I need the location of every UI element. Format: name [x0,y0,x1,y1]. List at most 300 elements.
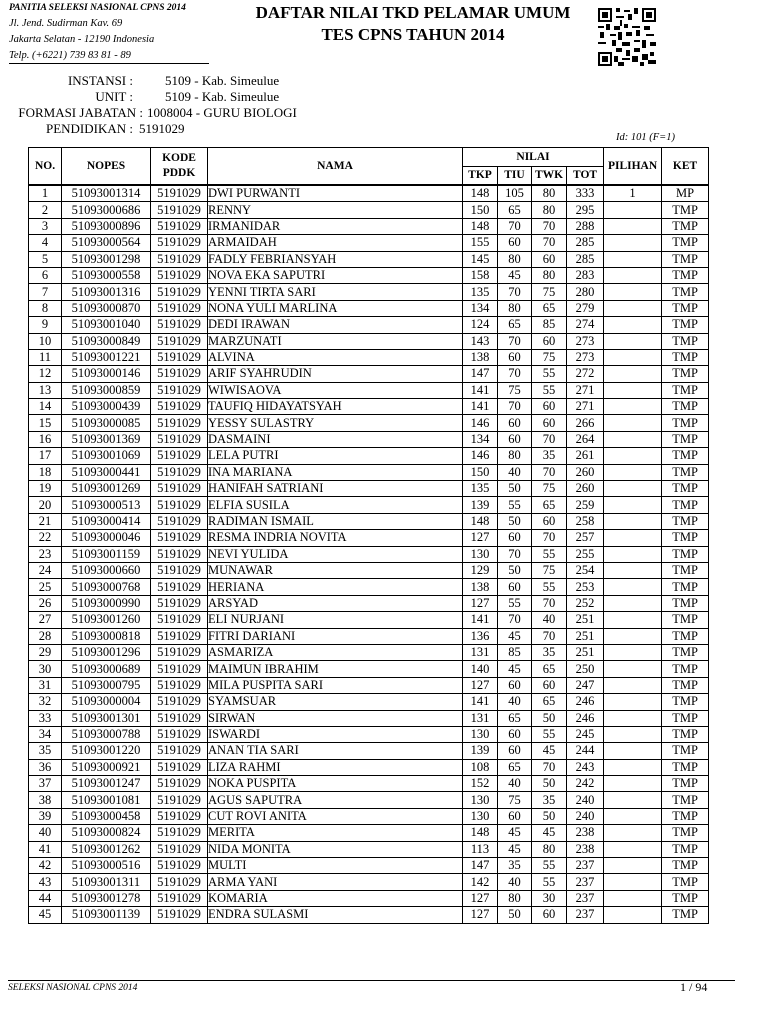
cell-twk: 75 [532,349,567,365]
cell-pilihan [604,267,662,283]
cell-pilihan [604,792,662,808]
cell-nopes: 51093000795 [62,677,151,693]
cell-no: 35 [29,743,62,759]
cell-ket: TMP [662,448,709,464]
cell-kode-pddk: 5191029 [151,415,208,431]
cell-no: 11 [29,349,62,365]
cell-kode-pddk: 5191029 [151,562,208,578]
cell-ket: TMP [662,907,709,923]
cell-tkp: 134 [463,431,498,447]
cell-ket: TMP [662,317,709,333]
cell-nopes: 51093000564 [62,235,151,251]
cell-tot: 252 [567,595,604,611]
cell-tkp: 136 [463,628,498,644]
cell-pilihan [604,776,662,792]
cell-no: 32 [29,694,62,710]
table-row [29,874,709,890]
cell-pilihan [604,481,662,497]
cell-nopes: 51093000849 [62,333,151,349]
cell-ket: TMP [662,399,709,415]
cell-no: 22 [29,530,62,546]
cell-ket: TMP [662,808,709,824]
cell-tiu: 105 [498,185,532,202]
title-line-2: TES CPNS TAHUN 2014 [321,25,505,44]
cell-tot: 285 [567,235,604,251]
cell-pilihan [604,399,662,415]
cell-pilihan [604,464,662,480]
table-row [29,513,709,529]
cell-no: 16 [29,431,62,447]
cell-tkp: 131 [463,710,498,726]
cell-nama: INA MARIANA [208,464,463,480]
cell-tkp: 148 [463,185,498,202]
cell-tiu: 80 [498,448,532,464]
cell-tiu: 45 [498,628,532,644]
cell-twk: 70 [532,431,567,447]
table-row [29,595,709,611]
cell-nama: NEVI YULIDA [208,546,463,562]
cell-ket: TMP [662,792,709,808]
cell-kode-pddk: 5191029 [151,776,208,792]
table-row [29,300,709,316]
cell-tkp: 127 [463,595,498,611]
cell-kode-pddk: 5191029 [151,808,208,824]
header-pilihan: PILIHAN [604,148,662,186]
cell-nama: FADLY FEBRIANSYAH [208,251,463,267]
cell-tiu: 70 [498,284,532,300]
cell-no: 9 [29,317,62,333]
cell-tot: 254 [567,562,604,578]
cell-nopes: 51093000870 [62,300,151,316]
cell-ket: TMP [662,284,709,300]
cell-twk: 80 [532,841,567,857]
cell-tiu: 50 [498,907,532,923]
cell-nopes: 51093000896 [62,218,151,234]
cell-kode-pddk: 5191029 [151,825,208,841]
cell-tiu: 55 [498,595,532,611]
cell-pilihan [604,661,662,677]
cell-nama: RESMA INDRIA NOVITA [208,530,463,546]
cell-no: 27 [29,612,62,628]
cell-nama: HERIANA [208,579,463,595]
cell-tkp: 113 [463,841,498,857]
cell-pilihan [604,694,662,710]
cell-tiu: 40 [498,464,532,480]
cell-pilihan [604,808,662,824]
cell-ket: TMP [662,890,709,906]
cell-nopes: 51093001262 [62,841,151,857]
pendidikan-value: 5191029 [139,121,185,136]
cell-nopes: 51093000558 [62,267,151,283]
footer-label: SELEKSI NASIONAL CPNS 2014 [8,983,138,993]
cell-nopes: 51093000660 [62,562,151,578]
cell-nama: MUNAWAR [208,562,463,578]
table-row [29,907,709,923]
cell-tot: 261 [567,448,604,464]
table-row [29,415,709,431]
cell-tiu: 60 [498,677,532,693]
cell-ket: TMP [662,759,709,775]
cell-no: 17 [29,448,62,464]
cell-tot: 243 [567,759,604,775]
cell-twk: 35 [532,792,567,808]
cell-tiu: 60 [498,530,532,546]
cell-twk: 70 [532,218,567,234]
organizer-address-1: Jl. Jend. Sudirman Kav. 69 [9,18,123,29]
table-row [29,399,709,415]
cell-ket: TMP [662,481,709,497]
cell-nama: SIRWAN [208,710,463,726]
document-id: Id: 101 (F=1) [616,132,675,143]
cell-tkp: 134 [463,300,498,316]
cell-kode-pddk: 5191029 [151,481,208,497]
cell-ket: TMP [662,841,709,857]
cell-no: 8 [29,300,62,316]
cell-tiu: 50 [498,481,532,497]
cell-nama: NOVA EKA SAPUTRI [208,267,463,283]
cell-tkp: 139 [463,743,498,759]
cell-nopes: 51093000439 [62,399,151,415]
cell-tot: 237 [567,890,604,906]
cell-twk: 75 [532,284,567,300]
table-body [29,185,709,923]
cell-pilihan [604,710,662,726]
cell-tot: 266 [567,415,604,431]
cell-nopes: 51093001220 [62,743,151,759]
cell-no: 15 [29,415,62,431]
cell-pilihan [604,628,662,644]
cell-kode-pddk: 5191029 [151,907,208,923]
cell-tot: 237 [567,907,604,923]
cell-nopes: 51093001069 [62,448,151,464]
cell-tot: 242 [567,776,604,792]
instansi-label: INSTANSI : [67,73,133,88]
cell-nama: YENNI TIRTA SARI [208,284,463,300]
header-pddk: PDDK [162,167,196,179]
cell-tot: 237 [567,874,604,890]
cell-no: 43 [29,874,62,890]
cell-no: 10 [29,333,62,349]
table-row [29,628,709,644]
cell-nopes: 51093000085 [62,415,151,431]
cell-tot: 251 [567,628,604,644]
cell-nama: ISWARDI [208,726,463,742]
cell-pilihan [604,448,662,464]
cell-tkp: 108 [463,759,498,775]
table-row [29,661,709,677]
cell-tkp: 135 [463,481,498,497]
cell-tot: 246 [567,694,604,710]
cell-pilihan [604,726,662,742]
cell-nopes: 51093001296 [62,644,151,660]
cell-pilihan [604,825,662,841]
cell-twk: 45 [532,825,567,841]
cell-nama: ASMARIZA [208,644,463,660]
cell-nama: MERITA [208,825,463,841]
cell-tiu: 50 [498,513,532,529]
cell-tkp: 146 [463,415,498,431]
cell-kode-pddk: 5191029 [151,890,208,906]
cell-kode-pddk: 5191029 [151,300,208,316]
cell-tiu: 40 [498,874,532,890]
cell-tkp: 124 [463,317,498,333]
header-nopes: NOPES [62,148,151,186]
cell-pilihan [604,382,662,398]
cell-pilihan [604,595,662,611]
cell-nama: NOKA PUSPITA [208,776,463,792]
cell-tot: 240 [567,792,604,808]
unit-label: UNIT : [95,89,133,104]
header-no: NO. [29,148,62,186]
cell-nama: ALVINA [208,349,463,365]
cell-tkp: 139 [463,497,498,513]
cell-tkp: 147 [463,366,498,382]
table-row [29,349,709,365]
footer-divider [8,980,735,981]
cell-ket: TMP [662,874,709,890]
cell-tot: 260 [567,481,604,497]
cell-twk: 75 [532,562,567,578]
cell-pilihan [604,530,662,546]
cell-kode-pddk: 5191029 [151,317,208,333]
table-row [29,726,709,742]
cell-tkp: 148 [463,513,498,529]
cell-kode-pddk: 5191029 [151,546,208,562]
cell-tkp: 138 [463,349,498,365]
cell-nama: ARMA YANI [208,874,463,890]
cell-nama: CUT ROVI ANITA [208,808,463,824]
cell-no: 19 [29,481,62,497]
table-row [29,808,709,824]
cell-tot: 260 [567,464,604,480]
cell-twk: 55 [532,579,567,595]
cell-pilihan [604,349,662,365]
cell-tkp: 127 [463,890,498,906]
cell-no: 37 [29,776,62,792]
cell-ket: TMP [662,562,709,578]
cell-kode-pddk: 5191029 [151,366,208,382]
cell-tkp: 143 [463,333,498,349]
cell-tkp: 130 [463,546,498,562]
formasi-value: 1008004 - GURU BIOLOGI [147,105,297,120]
cell-kode-pddk: 5191029 [151,464,208,480]
cell-nama: MULTI [208,858,463,874]
cell-nopes: 51093001278 [62,890,151,906]
cell-no: 21 [29,513,62,529]
table-row [29,382,709,398]
cell-no: 18 [29,464,62,480]
cell-tot: 257 [567,530,604,546]
cell-kode-pddk: 5191029 [151,530,208,546]
cell-nama: MARZUNATI [208,333,463,349]
cell-no: 2 [29,202,62,218]
cell-twk: 55 [532,858,567,874]
cell-pilihan [604,612,662,628]
cell-pilihan [604,300,662,316]
cell-kode-pddk: 5191029 [151,841,208,857]
document-title [236,2,590,46]
cell-ket: TMP [662,513,709,529]
cell-no: 12 [29,366,62,382]
cell-kode-pddk: 5191029 [151,677,208,693]
cell-tiu: 70 [498,333,532,349]
cell-tkp: 150 [463,202,498,218]
cell-no: 24 [29,562,62,578]
cell-no: 31 [29,677,62,693]
cell-tot: 255 [567,546,604,562]
cell-tkp: 141 [463,399,498,415]
cell-tkp: 135 [463,284,498,300]
cell-ket: TMP [662,497,709,513]
header-nama: NAMA [208,148,463,186]
cell-nopes: 51093001301 [62,710,151,726]
table-row [29,235,709,251]
cell-nopes: 51093000441 [62,464,151,480]
cell-nama: NONA YULI MARLINA [208,300,463,316]
cell-no: 45 [29,907,62,923]
cell-twk: 70 [532,595,567,611]
cell-nama: ELI NURJANI [208,612,463,628]
header-tot: TOT [567,167,604,186]
cell-pilihan [604,284,662,300]
header-kode-pddk [151,148,208,186]
cell-tkp: 142 [463,874,498,890]
table-row [29,284,709,300]
cell-nopes: 51093000146 [62,366,151,382]
cell-pilihan [604,743,662,759]
cell-twk: 60 [532,333,567,349]
cell-tkp: 148 [463,825,498,841]
cell-nopes: 51093000824 [62,825,151,841]
cell-no: 7 [29,284,62,300]
cell-tiu: 75 [498,792,532,808]
cell-twk: 60 [532,399,567,415]
table-row [29,759,709,775]
cell-nopes: 51093001139 [62,907,151,923]
table-row [29,562,709,578]
cell-tiu: 75 [498,382,532,398]
cell-tkp: 127 [463,907,498,923]
cell-kode-pddk: 5191029 [151,759,208,775]
cell-nama: KOMARIA [208,890,463,906]
header-ket: KET [662,148,709,186]
cell-tot: 238 [567,841,604,857]
cell-tiu: 65 [498,317,532,333]
cell-nopes: 51093000004 [62,694,151,710]
cell-tkp: 148 [463,218,498,234]
cell-pilihan [604,874,662,890]
cell-no: 42 [29,858,62,874]
cell-tot: 237 [567,858,604,874]
cell-no: 30 [29,661,62,677]
cell-tiu: 60 [498,235,532,251]
cell-ket: TMP [662,579,709,595]
cell-nama: RENNY [208,202,463,218]
cell-pilihan: 1 [604,185,662,202]
cell-pilihan [604,333,662,349]
table-row [29,530,709,546]
cell-ket: TMP [662,694,709,710]
page-number: 1 / 94 [680,980,708,994]
organizer-name: PANITIA SELEKSI NASIONAL CPNS 2014 [9,3,186,13]
cell-tiu: 85 [498,644,532,660]
cell-tiu: 45 [498,661,532,677]
cell-kode-pddk: 5191029 [151,267,208,283]
table-row [29,366,709,382]
cell-pilihan [604,546,662,562]
cell-ket: TMP [662,546,709,562]
cell-nopes: 51093000818 [62,628,151,644]
cell-tot: 251 [567,644,604,660]
cell-ket: TMP [662,825,709,841]
cell-twk: 60 [532,677,567,693]
cell-tkp: 147 [463,858,498,874]
cell-nopes: 51093000414 [62,513,151,529]
cell-no: 13 [29,382,62,398]
cell-kode-pddk: 5191029 [151,497,208,513]
cell-tot: 245 [567,726,604,742]
cell-tiu: 50 [498,562,532,578]
table-row [29,448,709,464]
cell-nopes: 51093000458 [62,808,151,824]
cell-pilihan [604,497,662,513]
cell-twk: 55 [532,382,567,398]
cell-kode-pddk: 5191029 [151,218,208,234]
cell-twk: 80 [532,267,567,283]
cell-ket: TMP [662,464,709,480]
cell-nama: ARIF SYAHRUDIN [208,366,463,382]
cell-tiu: 70 [498,612,532,628]
cell-ket: TMP [662,726,709,742]
cell-kode-pddk: 5191029 [151,743,208,759]
cell-nopes: 51093000768 [62,579,151,595]
cell-pilihan [604,562,662,578]
cell-twk: 85 [532,317,567,333]
cell-ket: TMP [662,743,709,759]
cell-tot: 295 [567,202,604,218]
cell-twk: 80 [532,202,567,218]
cell-twk: 65 [532,694,567,710]
cell-ket: TMP [662,333,709,349]
cell-nama: NIDA MONITA [208,841,463,857]
cell-kode-pddk: 5191029 [151,579,208,595]
cell-nopes: 51093001159 [62,546,151,562]
cell-nama: MAIMUN IBRAHIM [208,661,463,677]
cell-kode-pddk: 5191029 [151,202,208,218]
cell-tiu: 45 [498,841,532,857]
cell-tot: 273 [567,333,604,349]
cell-twk: 70 [532,530,567,546]
cell-pilihan [604,235,662,251]
cell-kode-pddk: 5191029 [151,628,208,644]
cell-no: 5 [29,251,62,267]
cell-tot: 333 [567,185,604,202]
table-row [29,218,709,234]
cell-tkp: 146 [463,448,498,464]
cell-twk: 65 [532,300,567,316]
cell-no: 40 [29,825,62,841]
table-row [29,710,709,726]
cell-nama: DWI PURWANTI [208,185,463,202]
cell-ket: TMP [662,628,709,644]
cell-kode-pddk: 5191029 [151,333,208,349]
table-row [29,251,709,267]
cell-no: 26 [29,595,62,611]
cell-twk: 55 [532,726,567,742]
cell-tot: 271 [567,382,604,398]
cell-tiu: 80 [498,890,532,906]
header-tkp: TKP [463,167,498,186]
